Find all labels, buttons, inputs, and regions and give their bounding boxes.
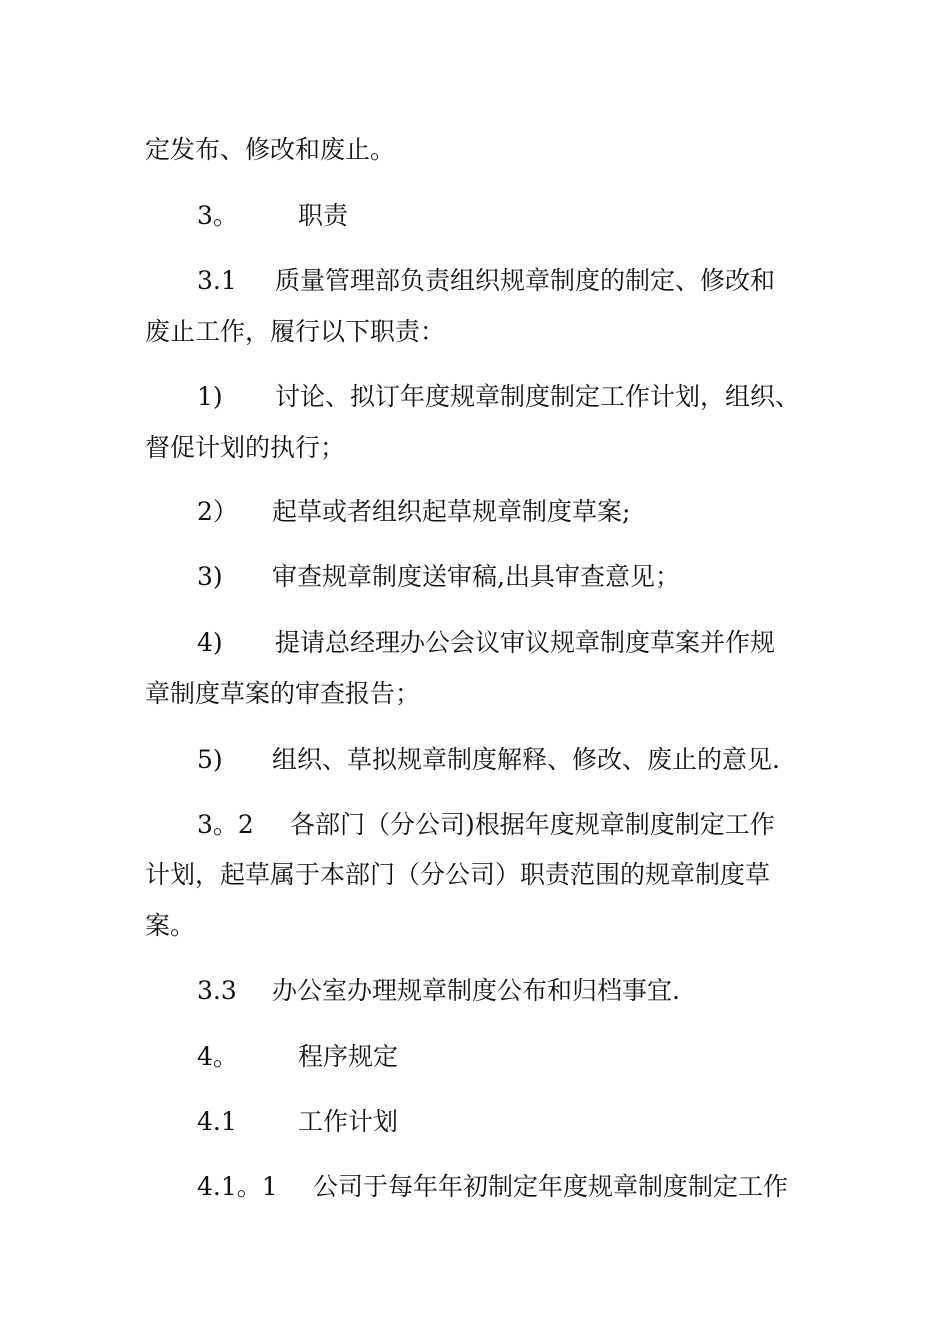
list-text: 审查规章制度送审稿,出具审查意见； <box>272 562 680 591</box>
clause-text: 各部门（分公司)根据年度规章制度制定工作 <box>290 810 775 839</box>
list-text: 讨论、拟订年度规章制度制定工作计划，组织、 <box>275 382 801 411</box>
line-text: 章制度草案的审查报告； <box>145 679 421 708</box>
list-number: 5) <box>197 745 223 774</box>
list-number: 3) <box>197 562 223 591</box>
list-number: 4) <box>197 628 223 657</box>
subsection-number: 4.1 <box>197 1107 237 1136</box>
list-text: 提请总经理办公会议审议规章制度草案并作规 <box>275 628 776 657</box>
line-text: 定发布、修改和废止。 <box>145 135 396 164</box>
section-number: 4。 <box>197 1042 238 1071</box>
section-title: 程序规定 <box>298 1042 399 1071</box>
list-text: 起草或者组织起草规章制度草案; <box>272 497 631 526</box>
list-text: 组织、草拟规章制度解释、修改、废止的意见. <box>272 745 780 774</box>
clause-number: 3.1 <box>197 266 237 295</box>
section-number: 3。 <box>197 201 238 230</box>
clause-text: 公司于每年年初制定年度规章制度制定工作 <box>313 1172 789 1201</box>
list-number: 2） <box>197 497 238 526</box>
subsection-title: 工作计划 <box>298 1107 399 1136</box>
line-text: 废止工作，履行以下职责： <box>145 317 446 346</box>
clause-number: 3。2 <box>197 810 254 839</box>
section-title: 职责 <box>298 201 349 230</box>
line-text: 计划，起草属于本部门（分公司）职责范围的规章制度草 <box>145 860 771 889</box>
list-number: 1) <box>197 382 223 411</box>
clause-number: 4.1。1 <box>197 1172 278 1201</box>
clause-text: 质量管理部负责组织规章制度的制定、修改和 <box>275 266 776 295</box>
clause-number: 3.3 <box>197 976 237 1005</box>
clause-text: 办公室办理规章制度公布和归档事宜. <box>272 976 680 1005</box>
line-text: 督促计划的执行； <box>145 433 346 462</box>
line-text: 案。 <box>145 911 196 940</box>
